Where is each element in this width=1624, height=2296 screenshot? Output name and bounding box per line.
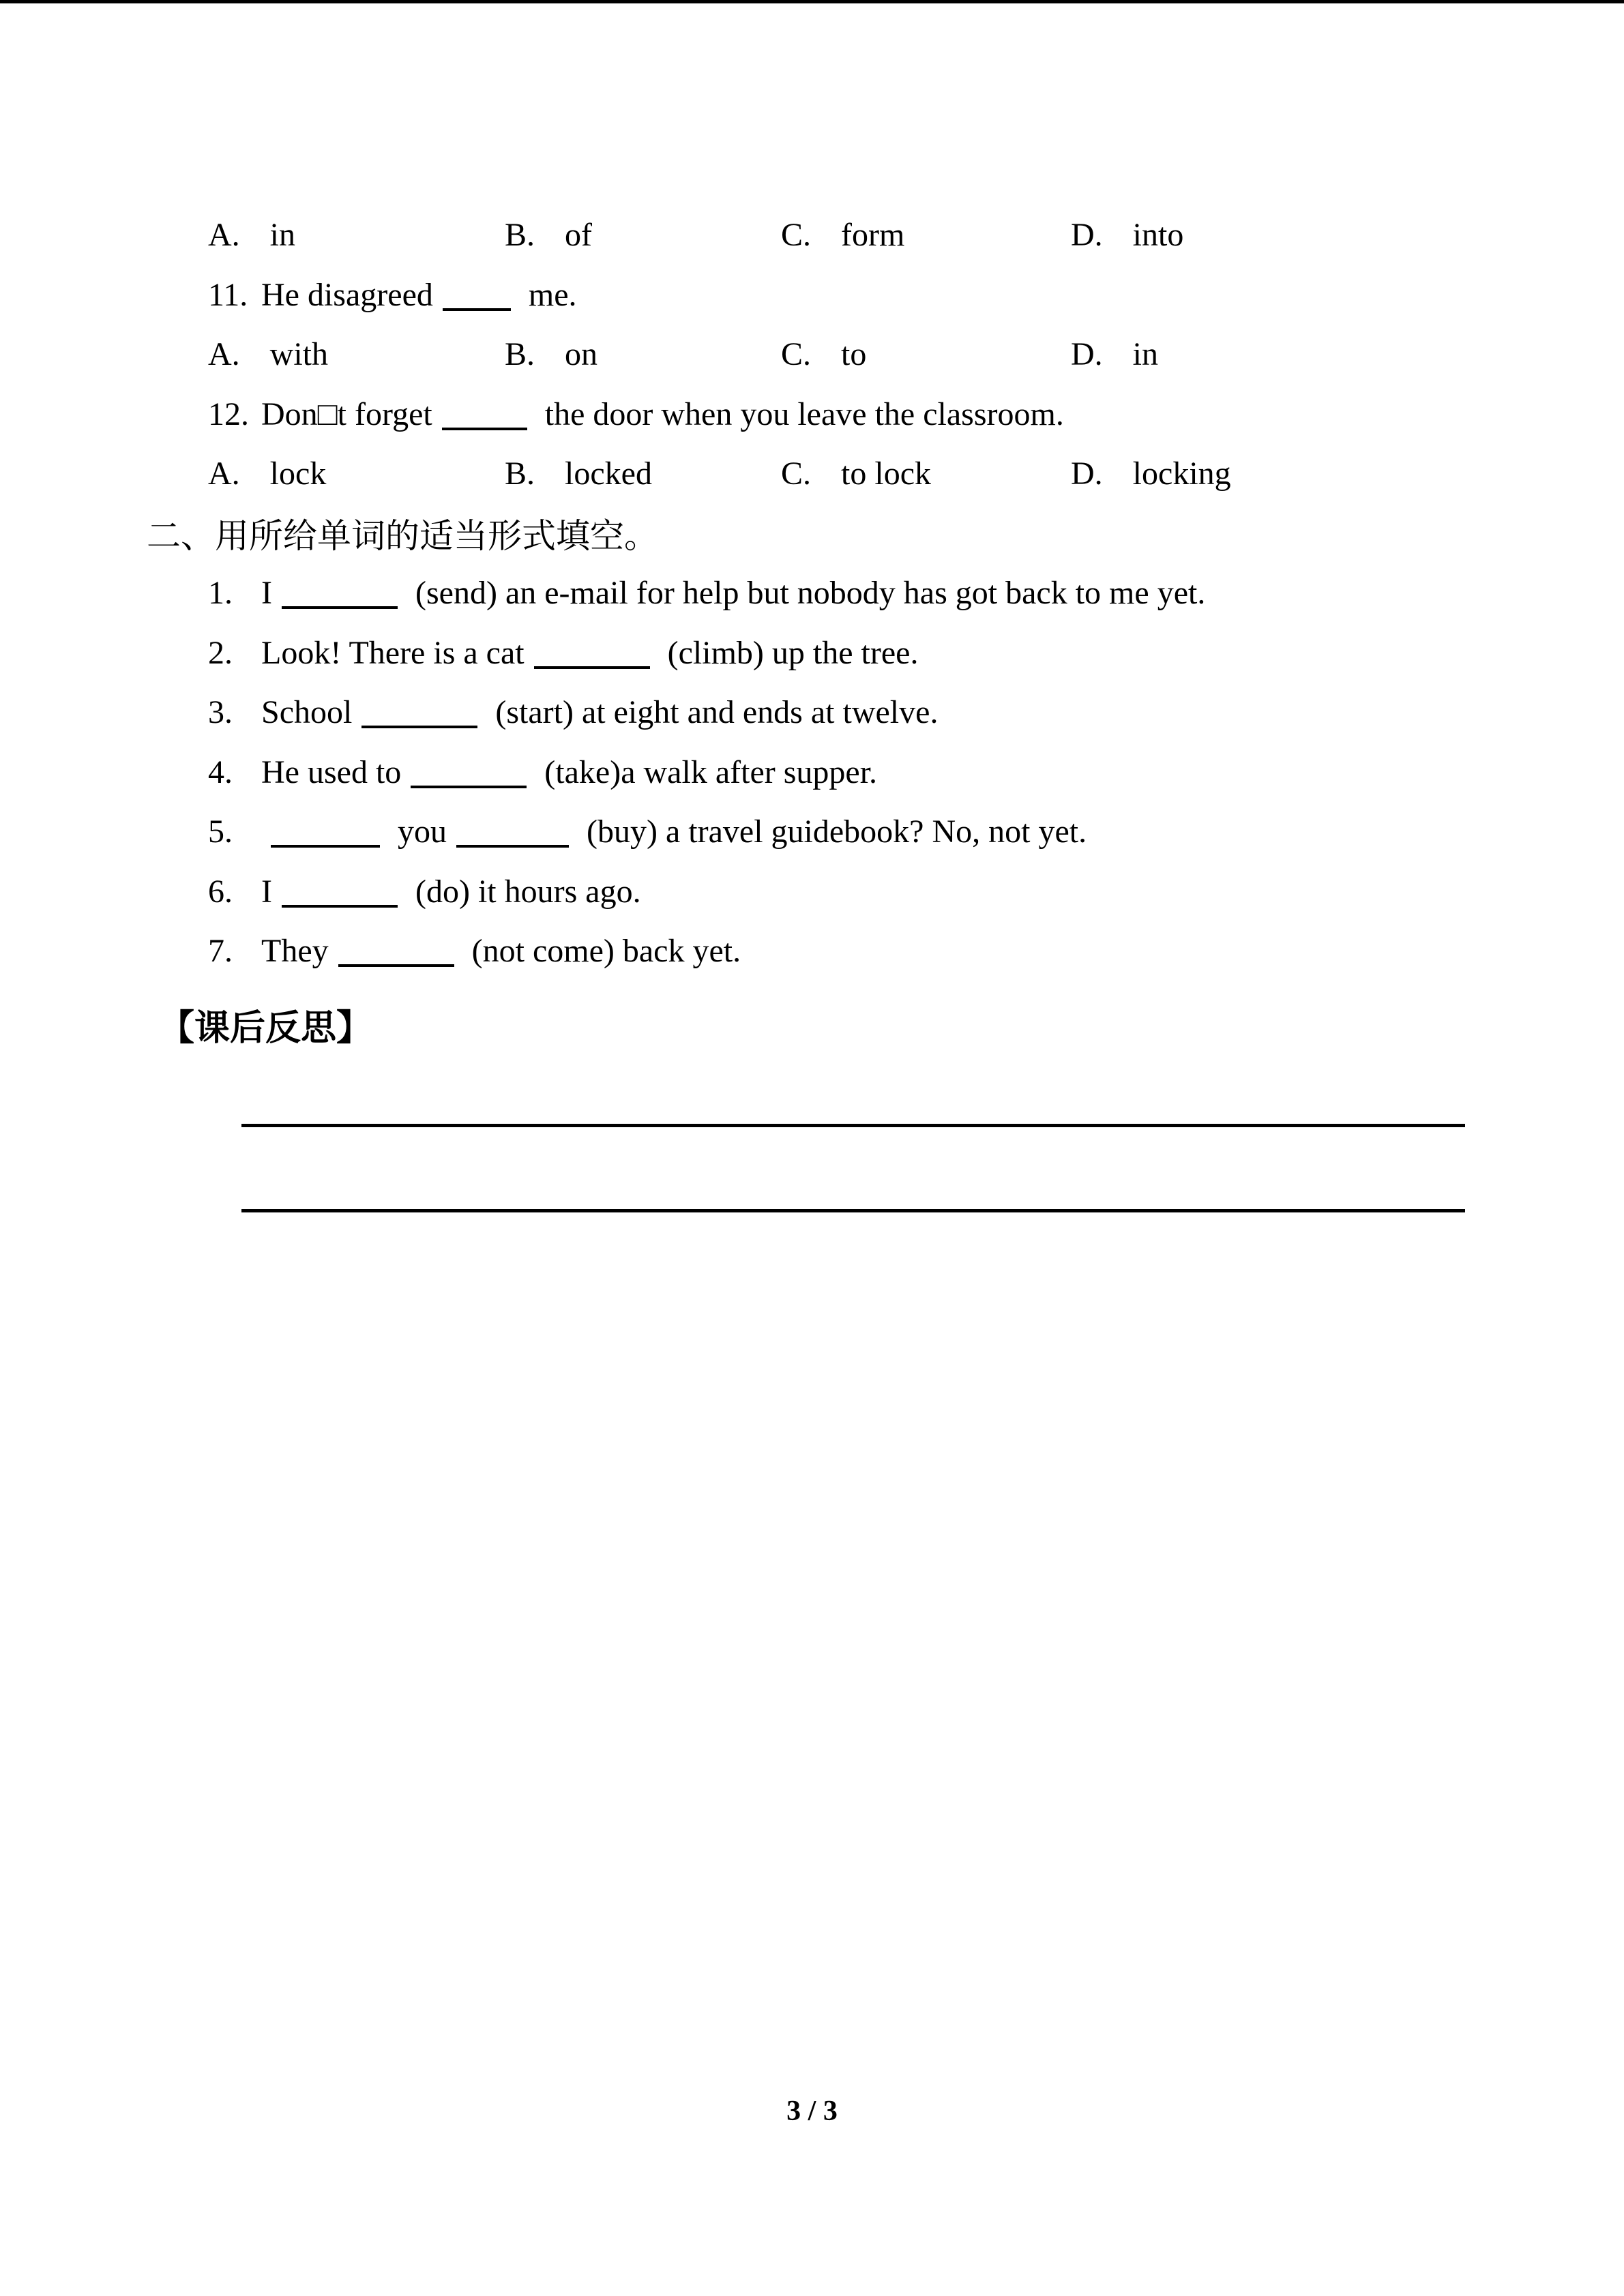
reflection-header	[159, 995, 1556, 1055]
text-segment: He used to	[261, 754, 402, 790]
text-segment: (take)a walk after supper.	[536, 754, 878, 790]
choice-options-row	[208, 325, 1556, 385]
page-number-text: 3 / 3	[786, 2096, 838, 2127]
choice-option	[781, 216, 1071, 254]
item-text	[261, 932, 741, 970]
item-text	[261, 574, 1205, 612]
item-number: 11.	[208, 276, 248, 313]
item-text	[261, 396, 1064, 433]
text-segment: He disagreed	[261, 276, 433, 313]
choice-options-row	[208, 205, 1556, 265]
fill-in-item	[208, 862, 1556, 922]
choice-option	[1071, 455, 1556, 492]
item-number: 12.	[208, 396, 249, 432]
item-text	[261, 754, 877, 791]
choice-option-text: lock	[269, 456, 327, 492]
fill-in-item	[208, 921, 1556, 981]
choice-option	[1071, 336, 1556, 373]
item-text	[261, 813, 1087, 850]
choice-option-text: form	[841, 217, 905, 254]
writing-line	[241, 1209, 1465, 1212]
text-segment: me.	[520, 276, 577, 313]
choice-option-text: locked	[565, 456, 652, 492]
item-number: 6.	[208, 873, 233, 910]
answer-blank	[442, 425, 527, 430]
choice-option-letter: C.	[781, 217, 812, 254]
choice-option-letter: D.	[1071, 456, 1103, 492]
choice-option-letter: C.	[781, 336, 812, 373]
answer-blank	[271, 842, 380, 848]
choice-option-text: to lock	[841, 456, 931, 492]
item-number: 5.	[208, 814, 233, 850]
fill-in-item	[208, 683, 1556, 743]
answer-blank	[534, 664, 650, 669]
answer-blank	[443, 305, 511, 311]
answer-blank	[282, 603, 398, 609]
choice-option	[208, 455, 505, 492]
fill-in-item	[208, 802, 1556, 862]
text-segment: (send) an e-mail for help but nobody has got back to me yet.	[407, 575, 1206, 612]
item-number: 2.	[208, 634, 233, 671]
item-text	[261, 694, 938, 731]
answer-blank	[456, 842, 569, 848]
choice-option-text: on	[565, 336, 598, 373]
section-header-text: 二、用所给单词的适当形式填空。	[147, 517, 658, 556]
choice-option-letter: B.	[505, 217, 535, 254]
item-number: 1.	[208, 575, 233, 612]
item-text	[261, 873, 641, 910]
text-segment: you	[389, 814, 447, 850]
choice-option	[505, 216, 781, 254]
fill-in-item	[208, 623, 1556, 683]
text-segment: Look! There is a cat	[261, 634, 525, 671]
text-segment: (buy) a travel guidebook? No, not yet.	[578, 814, 1087, 850]
choice-option-letter: A.	[208, 217, 240, 254]
text-segment: School	[261, 694, 353, 731]
item-number: 4.	[208, 754, 233, 790]
page-top-edge-bar	[0, 0, 1624, 3]
choice-option-letter: B.	[505, 336, 535, 373]
answer-blank	[411, 783, 527, 788]
choice-option	[208, 336, 505, 373]
choice-option-text: in	[1132, 336, 1159, 373]
choice-option-text: in	[269, 217, 296, 254]
page-number-footer	[0, 2095, 1624, 2128]
text-segment: I	[261, 575, 272, 612]
fill-in-item	[208, 743, 1556, 803]
text-segment: They	[261, 933, 329, 970]
answer-blank	[338, 961, 454, 967]
choice-option-text: locking	[1132, 456, 1231, 492]
worksheet-content	[147, 205, 1556, 1212]
choice-option	[505, 455, 781, 492]
item-number: 3.	[208, 694, 233, 731]
text-segment: (not come) back yet.	[463, 933, 741, 970]
text-segment: (climb) up the tree.	[659, 634, 919, 671]
text-segment: (do) it hours ago.	[407, 873, 641, 910]
choice-options-row	[208, 444, 1556, 504]
multiple-choice-question	[208, 265, 1556, 325]
choice-option-letter: A.	[208, 336, 240, 373]
choice-option-letter: A.	[208, 456, 240, 492]
reflection-header-text: 【课后反思】	[159, 1009, 372, 1048]
choice-option-text: of	[565, 217, 592, 254]
choice-option	[1071, 216, 1556, 254]
choice-option-letter: C.	[781, 456, 812, 492]
choice-option-text: with	[269, 336, 329, 373]
answer-blank	[282, 902, 398, 908]
item-text	[261, 276, 577, 314]
choice-option-text: into	[1132, 217, 1184, 254]
answer-blank	[361, 723, 477, 728]
item-number: 7.	[208, 933, 233, 970]
fill-in-item	[208, 563, 1556, 623]
choice-option	[781, 336, 1071, 373]
multiple-choice-question	[208, 385, 1556, 445]
choice-option	[505, 336, 781, 373]
writing-line	[241, 1124, 1465, 1127]
text-segment: the door when you leave the classroom.	[536, 396, 1064, 432]
item-text	[261, 634, 918, 672]
choice-option	[781, 455, 1071, 492]
text-segment: I	[261, 873, 272, 910]
section-header	[147, 504, 1556, 564]
text-segment: Don□t forget	[261, 396, 432, 432]
choice-option-text: to	[841, 336, 867, 373]
choice-option-letter: B.	[505, 456, 535, 492]
choice-option-letter: D.	[1071, 217, 1103, 254]
text-segment: (start) at eight and ends at twelve.	[487, 694, 939, 731]
choice-option	[208, 216, 505, 254]
choice-option-letter: D.	[1071, 336, 1103, 373]
